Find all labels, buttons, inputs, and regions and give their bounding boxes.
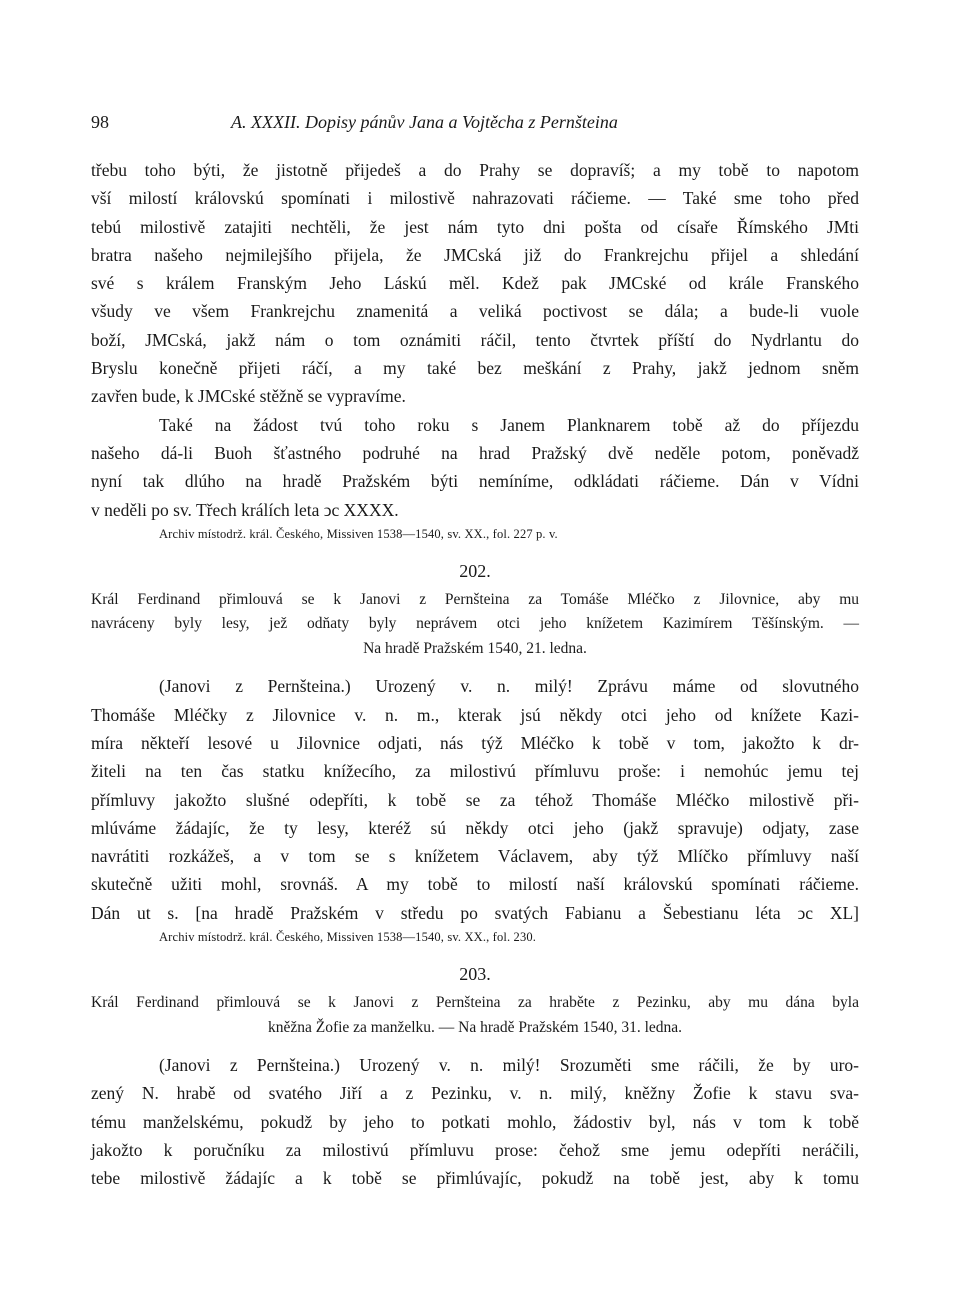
regest-line: kněžna Žofie za manželku. — Na hradě Pražském 1540, 31. ledna. bbox=[267, 1018, 683, 1036]
document-page bbox=[91, 112, 859, 1193]
regest-line: Na hradě Pražském 1540, 21. ledna. bbox=[363, 639, 587, 657]
text-line: bratra našeho nejmilejšího přijela, že JMCská již do Frankrejchu přijel a shledání bbox=[91, 244, 859, 265]
text-line: skutečně užiti mohl, srovnáš. A my tobě to milostí naší královskú spomínati ráčieme. bbox=[91, 874, 859, 895]
page-number: 98 bbox=[91, 112, 109, 132]
text-line: vší milostí královskú spomínati i milostivě nahrazovati ráčieme. — Také sme toho před bbox=[91, 188, 859, 209]
text-line: Dán ut s. [na hradě Pražském v středu po svatých Fabianu a Šebestianu léta ↄc XL] bbox=[91, 902, 859, 923]
text-line: mlúváme žádajíc, že ty lesy, kteréž sú někdy otci jeho (jakž spravuje) odjaty, zase bbox=[91, 817, 859, 838]
continuation-paragraph-2 bbox=[91, 411, 859, 524]
text-line: boží, JMCská, jakž nám o tom oznámiti ráčil, tento čtvrtek příští do Nydrlantu do bbox=[91, 329, 859, 350]
text-line: zavřen bude, k JMCské stěžně se vypravíme. bbox=[91, 386, 406, 407]
text-line: tému manželskému, pokudž by jeho to potkati mohlo, žádostiv byl, nás v tom k tobě bbox=[91, 1111, 859, 1132]
regest-line: navráceny byly lesy, jež odňaty byly neprávem otci jeho knížetem Kazimírem Těšínským. — bbox=[91, 615, 859, 633]
running-head: A. XXXII. Dopisy pánův Jana a Vojtěcha z Pernšteina bbox=[231, 112, 618, 132]
regest-line: Král Ferdinand přimlouvá se k Janovi z Pernšteina za hraběte z Pezinku, aby mu dána byla bbox=[91, 994, 859, 1012]
text-line: třebu toho býti, že jistotně přijedeš a do Prahy se dopravíš; a my tobě to napotom bbox=[91, 160, 859, 180]
text-line: tebú milostivě zatajiti nechtěli, že jest nám tyto dni pošta od císaře Římského JMti bbox=[91, 216, 859, 237]
text-line: nyní tak dlúho na hradě Pražském býti nemíníme, odkládati ráčieme. Dán v Vídni bbox=[91, 471, 859, 492]
text-line: tebe milostivě žádajíc a k tobě se přimlúvajíc, pokudž na tobě jest, aby k tomu bbox=[91, 1168, 859, 1189]
continuation-paragraph bbox=[91, 156, 859, 411]
text-line: Thomáše Mléčky z Jilovnice v. n. m., kterak jsú někdy otci jeho od knížete Kazi- bbox=[91, 704, 859, 725]
document-regest bbox=[91, 991, 859, 1040]
document-number: 202. bbox=[459, 560, 491, 581]
text-line: míra někteří lesové u Jilovnice odjati, nás týž Mléčko k tobě v tom, jakožto k dr- bbox=[91, 732, 859, 753]
page-header bbox=[91, 112, 859, 142]
text-line: žiteli na ten čas statku knížecího, za milostivú přímluvu proše: i nemohúc jemu tej bbox=[91, 761, 859, 782]
text-line: navrátiti rozkážeš, a v tom se s knížetem Václavem, aby týž Mlíčko přímluvy naší bbox=[91, 846, 859, 867]
text-line: zený N. hrabě od svatého Jiří a z Pezinku, v. n. milý, kněžny Žofie k stavu sva- bbox=[91, 1083, 859, 1104]
regest-line: Král Ferdinand přimlouvá se k Janovi z Pernšteina za Tomáše Mléčko z Jilovnice, aby mu bbox=[91, 590, 859, 608]
document-text bbox=[91, 672, 859, 927]
text-line: své s králem Franským Jeho Láskú měl. Kdež pak JMCské od krále Franského bbox=[91, 273, 859, 294]
text-line: (Janovi z Pernšteina.) Urozený v. n. milý! Srozuměti sme ráčili, že by uro- bbox=[159, 1055, 859, 1076]
document-regest bbox=[91, 588, 859, 662]
text-line: přímluvy jakožto slušné odepříti, k tobě se za téhož Thomáše Mléčko milostivě při- bbox=[91, 789, 859, 810]
text-line: Také na žádost tvú toho roku s Janem Planknarem tobě až do příjezdu bbox=[159, 414, 859, 435]
archive-citation: Archiv místodrž. král. Českého, Missiven 1538—1540, sv. XX., fol. 230. bbox=[159, 930, 537, 945]
text-line: (Janovi z Pernšteina.) Urozený v. n. milý! Zprávu máme od slovutného bbox=[159, 676, 859, 697]
document-number: 203. bbox=[459, 964, 491, 985]
text-line: všudy ve všem Frankrejchu znamenitá a veliká poctivost se dála; a bude-li vuole bbox=[91, 301, 859, 322]
text-line: jakožto k poručníku za milostivú přímluvu prose: čehož sme jemu odepříti neráčili, bbox=[91, 1139, 859, 1160]
archive-citation: Archiv místodrž. král. Českého, Missiven 1538—1540, sv. XX., fol. 227 p. v. bbox=[159, 526, 558, 541]
text-line: našeho dá-li Buoh šťastného podruhé na hrad Pražský dvě neděle potom, poněvadž bbox=[91, 442, 859, 463]
document-text bbox=[91, 1051, 859, 1192]
text-line: Bryslu konečně přijeti ráčí, a my také bez meškání z Prahy, jakž jednom sněm bbox=[91, 358, 859, 379]
text-line: v neděli po sv. Třech králích leta ↄc XXXX. bbox=[91, 499, 399, 520]
